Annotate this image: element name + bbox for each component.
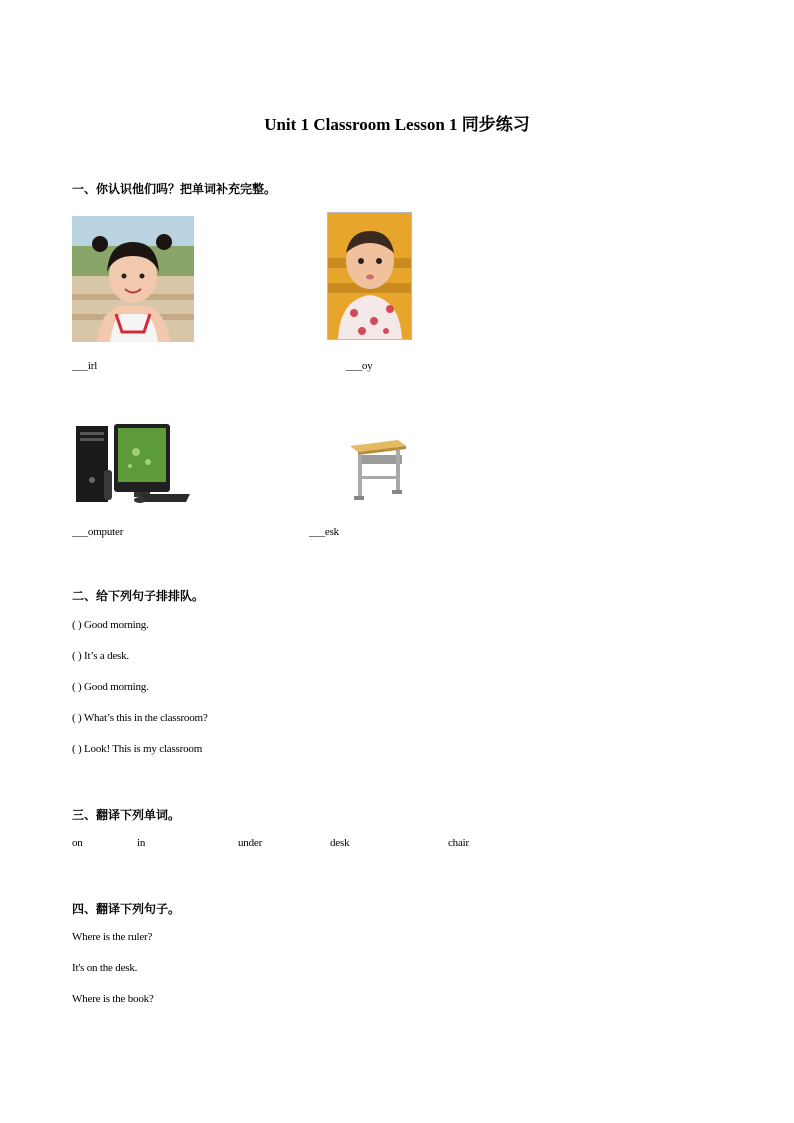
fill-blank-boy: ___oy — [346, 360, 373, 372]
translate-sentence: Where is the ruler? — [72, 931, 153, 943]
fill-blank-computer: ___omputer — [72, 526, 124, 538]
fill-blank-desk: ___esk — [309, 526, 339, 538]
ordering-item: ( ) Good morning. — [72, 619, 149, 631]
desk-picture — [348, 436, 408, 508]
translate-word: in — [137, 837, 146, 849]
girl-photo — [72, 216, 194, 342]
page-title: Unit 1 Classroom Lesson 1 同步练习 — [264, 115, 530, 134]
computer-picture — [74, 422, 192, 504]
ordering-item: ( ) Look! This is my classroom — [72, 743, 203, 755]
translate-word: desk — [330, 837, 350, 849]
section2-heading: 二、给下列句子排排队。 — [72, 589, 205, 603]
translate-word: under — [238, 837, 263, 849]
ordering-item: ( ) Good morning. — [72, 681, 149, 693]
section1-heading: 一、你认识他们吗？把单词补充完整。 — [72, 182, 277, 196]
ordering-item: ( ) What’s this in the classroom? — [72, 712, 208, 724]
translate-word: chair — [448, 837, 469, 849]
translate-sentence: It's on the desk. — [72, 962, 138, 974]
translate-word: on — [72, 837, 83, 849]
translate-sentence: Where is the book? — [72, 993, 154, 1005]
section4-heading: 四、翻译下列句子。 — [72, 902, 181, 916]
section3-heading: 三、翻译下列单词。 — [72, 808, 181, 822]
fill-blank-girl: ___irl — [72, 360, 98, 372]
boy-photo — [327, 212, 412, 340]
ordering-item: ( ) It’s a desk. — [72, 650, 129, 662]
